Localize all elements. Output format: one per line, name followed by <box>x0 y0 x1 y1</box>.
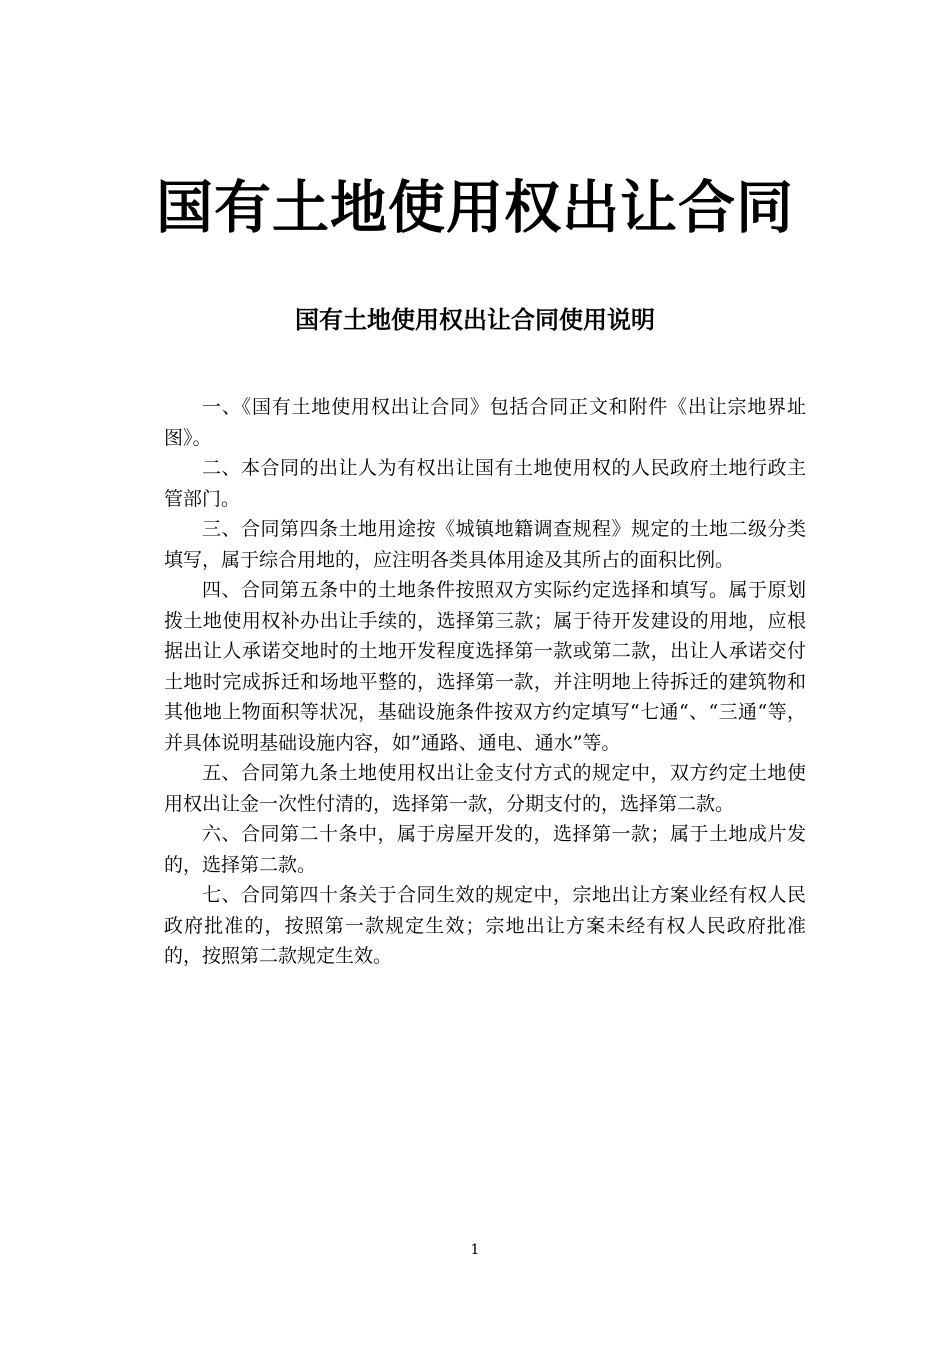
document-title: 国有土地使用权出让合同 <box>156 175 794 241</box>
paragraph-4: 四、合同第五条中的土地条件按照双方实际约定选择和填写。属于原划拨土地使用权补办出让手续的，选择第三款；属于待开发建设的用地，应根据出让人承诺交地时的土地开发程度选择第一款或第二款，出让人承诺交付土地时完成拆迁和场地平整的，选择第一款，并注明地上待拆迁的建筑物和其他地上物面积等状况，基础设施条件按双方约定填写“七通“、“三通“等，并具体说明基础设施内容，如”通路、通电、通水”等。 <box>164 579 806 754</box>
page-number: 1 <box>470 1242 480 1258</box>
paragraph-1: 一、《国有土地使用权出让合同》包括合同正文和附件《出让宗地界址图》。 <box>164 396 806 449</box>
document-body <box>164 392 806 972</box>
paragraph-3: 三、合同第四条土地用途按《城镇地籍调查规程》规定的土地二级分类填写，属于综合用地的，应注明各类具体用途及其所占的面积比例。 <box>164 518 806 571</box>
paragraph-2: 二、本合同的出让人为有权出让国有土地使用权的人民政府土地行政主管部门。 <box>164 457 806 510</box>
paragraph-5: 五、合同第九条土地使用权出让金支付方式的规定中，双方约定土地使用权出让金一次性付清的，选择第一款，分期支付的，选择第二款。 <box>164 762 806 815</box>
paragraph-6: 六、合同第二十条中，属于房屋开发的，选择第一款；属于土地成片发的，选择第二款。 <box>164 823 806 876</box>
paragraph-7: 七、合同第四十条关于合同生效的规定中，宗地出让方案业经有权人民政府批准的，按照第一款规定生效；宗地出让方案未经有权人民政府批准的，按照第二款规定生效。 <box>164 884 806 967</box>
document-subtitle: 国有土地使用权出让合同使用说明 <box>295 305 655 334</box>
